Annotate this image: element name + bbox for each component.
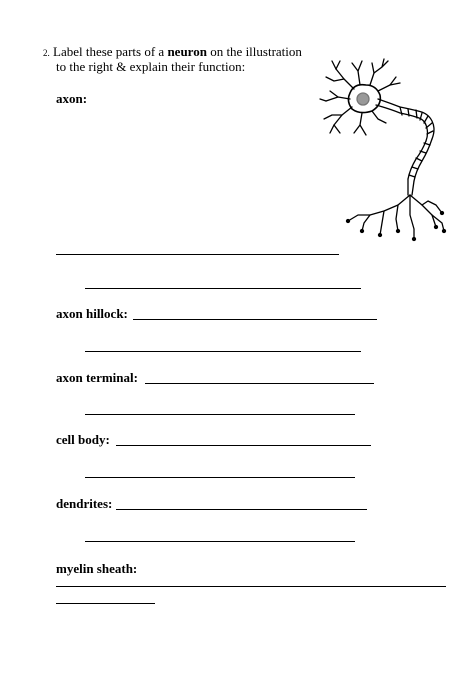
term-dendrites: dendrites: <box>56 496 113 511</box>
answer-line[interactable] <box>85 414 355 415</box>
answer-line[interactable] <box>145 383 374 384</box>
answer-line[interactable] <box>85 541 355 542</box>
answer-line[interactable] <box>85 351 361 352</box>
term-cell-body: cell body: <box>56 432 110 447</box>
answer-line[interactable] <box>85 477 355 478</box>
answer-line[interactable] <box>56 254 339 255</box>
answer-line[interactable] <box>116 509 367 510</box>
question-number: 2. <box>43 48 50 58</box>
answer-line[interactable] <box>85 288 361 289</box>
neuron-illustration-icon <box>318 55 448 245</box>
term-axon-hillock: axon hillock: <box>56 306 128 321</box>
answer-line[interactable] <box>133 319 377 320</box>
term-myelin-sheath: myelin sheath: <box>56 561 138 576</box>
question-text-start: Label these parts of a <box>53 44 168 59</box>
answer-line[interactable] <box>56 603 155 604</box>
term-axon: axon: <box>56 91 88 106</box>
question-keyword: neuron <box>167 44 207 59</box>
answer-line[interactable] <box>116 445 371 446</box>
question-text-line2: to the right & explain their function: <box>56 59 246 74</box>
term-axon-terminal: axon terminal: <box>56 370 138 385</box>
answer-line[interactable] <box>56 586 446 587</box>
question-text-end: on the illustration <box>206 44 302 59</box>
